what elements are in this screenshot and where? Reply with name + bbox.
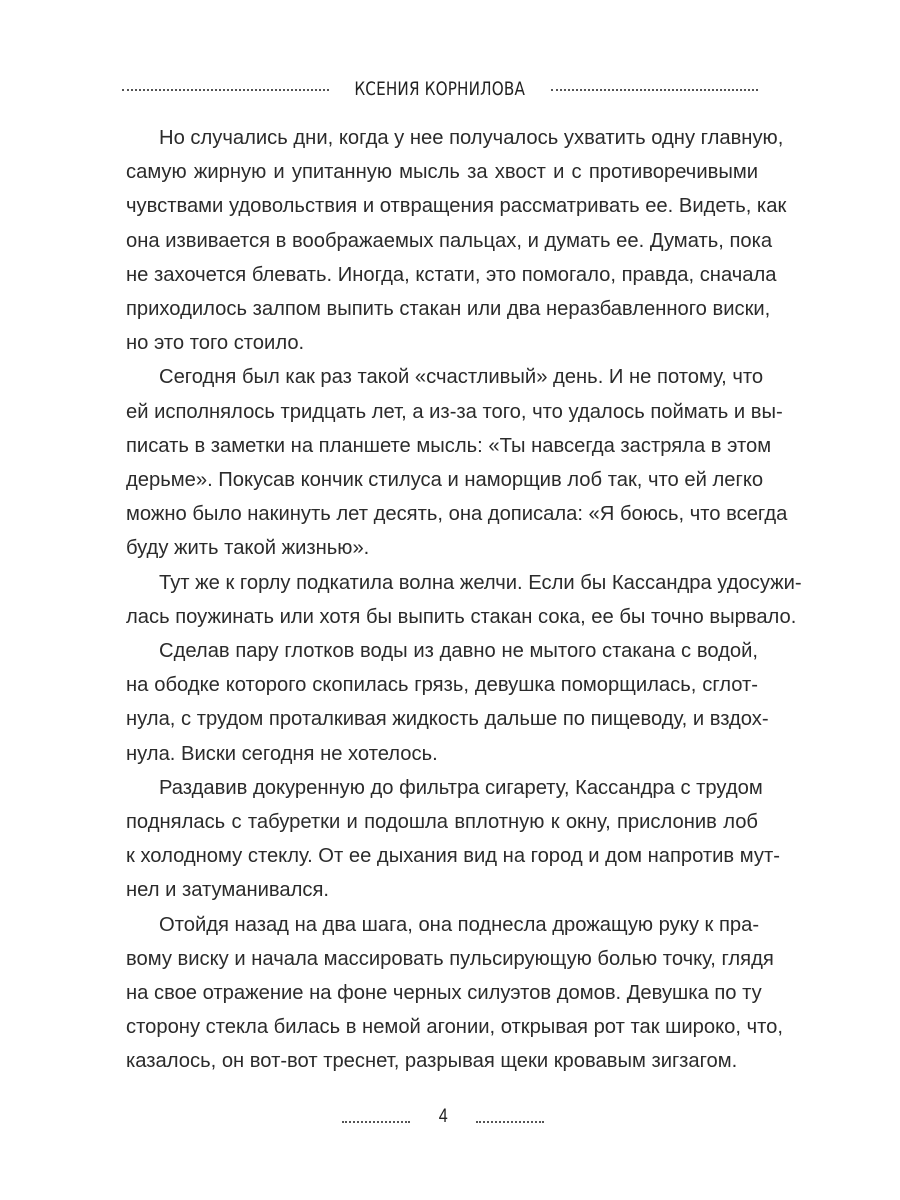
text-line: но это того стоило. <box>126 332 305 355</box>
author-name: КСЕНИЯ КОРНИЛОВА <box>354 78 526 100</box>
text-line: нула. Виски сегодня не хотелось. <box>126 742 438 765</box>
text-line: к холодному стеклу. От ее дыхания вид на город и дом напротив мут- <box>126 845 780 868</box>
footer-dotted-rule-right <box>476 1121 544 1123</box>
text-line: нел и затуманивался. <box>126 879 330 902</box>
text-line: дерьме». Покусав кончик стилуса и наморщив лоб так, что ей легко <box>126 469 764 492</box>
running-header <box>122 72 758 106</box>
text-line: можно было накинуть лет десять, она дописала: «Я боюсь, что всегда <box>126 503 788 526</box>
text-line: приходилось залпом выпить стакан или два неразбавленного виски, <box>126 298 771 321</box>
text-line: нула, с трудом проталкивая жидкость дальше по пищеводу, и вздох- <box>126 708 769 731</box>
text-line: не захочется блевать. Иногда, кстати, это помогало, правда, сначала <box>126 263 777 286</box>
page-footer <box>342 1102 544 1132</box>
text-line: Раздавив докуренную до фильтра сигарету, Кассандра с трудом <box>159 776 763 799</box>
text-line: казалось, он вот-вот треснет, разрывая щеки кровавым зигзагом. <box>126 1050 738 1073</box>
text-line: чувствами удовольствия и отвращения рассматривать ее. Видеть, как <box>126 195 787 218</box>
paragraph <box>126 360 788 565</box>
page-number: 4 <box>438 1106 448 1127</box>
footer-dotted-rule-left <box>342 1121 410 1123</box>
text-line: лась поужинать или хотя бы выпить стакан сока, ее бы точно вырвало. <box>126 605 797 628</box>
text-line: Но случались дни, когда у нее получалось ухватить одну главную, <box>159 127 784 149</box>
text-line: буду жить такой жизнью». <box>126 537 370 560</box>
text-line: Сделав пару глотков воды из давно не мытого стакана с водой, <box>159 640 758 663</box>
text-line: она извивается в воображаемых пальцах, и думать ее. Думать, пока <box>126 229 773 252</box>
text-line: Сегодня был как раз такой «счастливый» день. И не потому, что <box>159 366 764 389</box>
paragraph <box>126 771 780 908</box>
paragraph <box>126 121 787 360</box>
header-dotted-rule-right <box>551 89 758 91</box>
body-text <box>126 121 802 1079</box>
text-line: на свое отражение на фоне черных силуэтов домов. Девушка по ту <box>126 982 762 1005</box>
paragraph <box>126 634 769 771</box>
text-line: на ободке которого скопилась грязь, девушка поморщилась, сглот- <box>126 674 758 697</box>
text-line: писать в заметки на планшете мысль: «Ты навсегда застряла в этом <box>126 434 772 457</box>
text-line: Отойдя назад на два шага, она поднесла дрожащую руку к пра- <box>159 913 760 936</box>
text-line: самую жирную и упитанную мысль за хвост и с противоречивыми <box>126 161 758 184</box>
paragraph <box>126 566 802 634</box>
paragraph <box>126 908 783 1079</box>
text-line: поднялась с табуретки и подошла вплотную к окну, прислонив лоб <box>126 811 758 834</box>
text-line: сторону стекла билась в немой агонии, открывая рот так широко, что, <box>126 1016 783 1039</box>
text-line: Тут же к горлу подкатила волна желчи. Если бы Кассандра удосужи- <box>159 571 802 594</box>
text-line: ей исполнялось тридцать лет, а из-за того, что удалось поймать и вы- <box>126 400 783 423</box>
text-line: вому виску и начала массировать пульсирующую болью точку, глядя <box>126 947 774 970</box>
header-dotted-rule-left <box>122 89 329 91</box>
